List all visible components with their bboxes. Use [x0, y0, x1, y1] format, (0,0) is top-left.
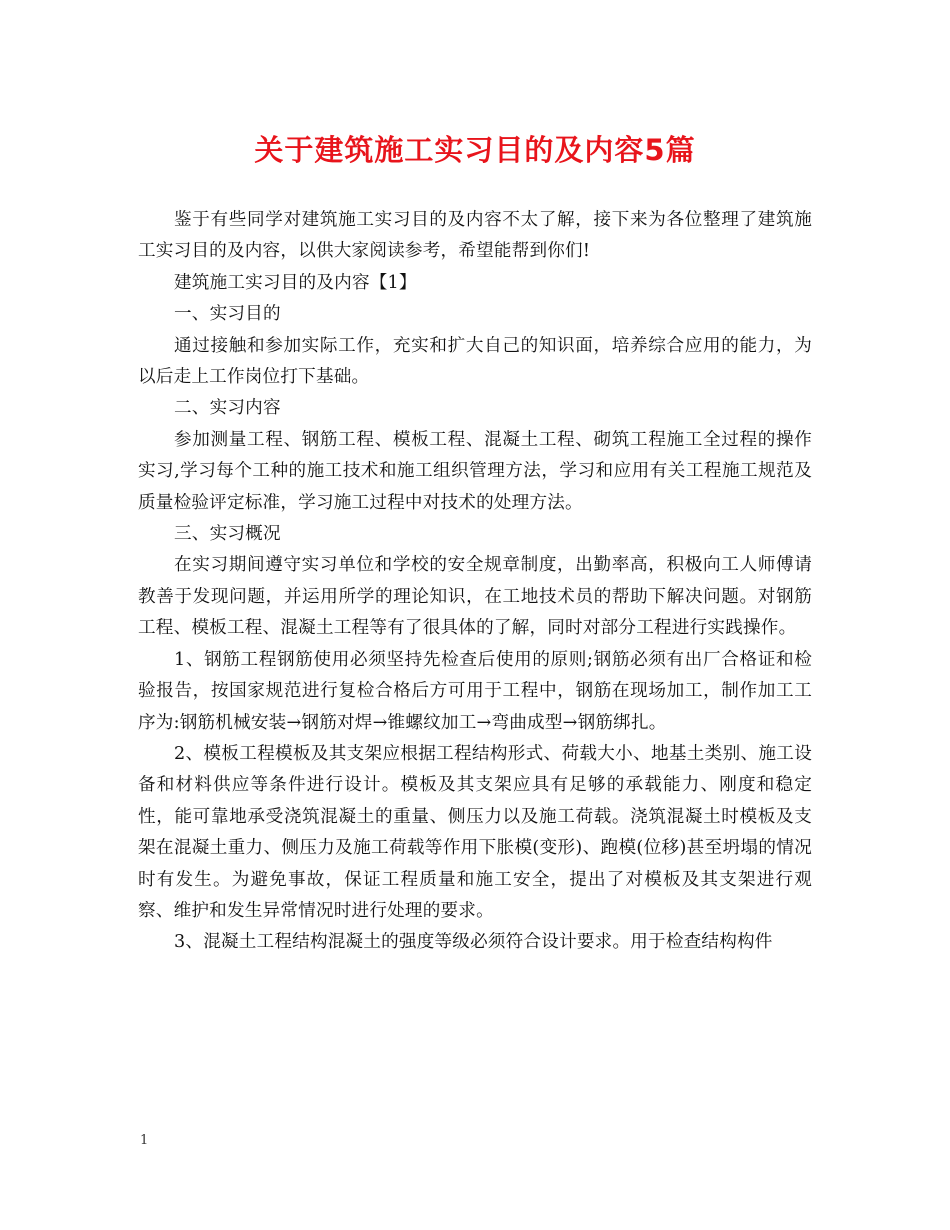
document-body — [138, 205, 812, 959]
page-number: 1 — [140, 1133, 149, 1148]
overview-paragraph: 在实习期间遵守实习单位和学校的安全规章制度，出勤率高，积极向工人师傅请教善于发现问题，并运用所学的理论知识，在工地技术员的帮助下解决问题。对钢筋工程、模板工程、混凝土工程等有了很具体的了解，同时对部分工程进行实践操作。 — [138, 555, 812, 639]
section-heading-1: 建筑施工实习目的及内容【1】 — [174, 272, 417, 293]
subheading-purpose: 一、实习目的 — [174, 304, 281, 325]
subheading-content: 二、实习内容 — [174, 398, 281, 419]
formwork-paragraph: 2、模板工程模板及其支架应根据工程结构形式、荷载大小、地基土类别、施工设备和材料供应等条件进行设计。模板及其支架应具有足够的承载能力、刚度和稳定性，能可靠地承受浇筑混凝土的重量、侧压力以及施工荷载。浇筑混凝土时模板及支架在混凝土重力、侧压力及施工荷载等作用下胀模(变形)、跑模(位移)甚至坍塌的情况时有发生。为避免事故，保证工程质量和施工安全，提出了对模板及其支架进行观察、维护和发生异常情况时进行处理的要求。 — [138, 743, 812, 921]
concrete-paragraph: 3、混凝土工程结构混凝土的强度等级必须符合设计要求。用于检查结构构件 — [174, 932, 773, 953]
intro-paragraph: 鉴于有些同学对建筑施工实习目的及内容不太了解，接下来为各位整理了建筑施工实习目的及内容，以供大家阅读参考，希望能帮到你们! — [138, 210, 812, 262]
document-title: 关于建筑施工实习目的及内容5篇 — [254, 133, 696, 167]
rebar-paragraph: 1、钢筋工程钢筋使用必须坚持先检查后使用的原则;钢筋必须有出厂合格证和检验报告，按国家规范进行复检合格后方可用于工程中，钢筋在现场加工，制作加工工序为:钢筋机械安装→钢筋对焊→锥螺纹加工→弯曲成型→钢筋绑扎。 — [138, 649, 812, 733]
content-paragraph: 参加测量工程、钢筋工程、模板工程、混凝土工程、砌筑工程施工全过程的操作实习,学习每个工种的施工技术和施工组织管理方法，学习和应用有关工程施工规范及质量检验评定标准，学习施工过程中对技术的处理方法。 — [138, 429, 812, 513]
purpose-paragraph: 通过接触和参加实际工作，充实和扩大自己的知识面，培养综合应用的能力，为以后走上工作岗位打下基础。 — [138, 335, 812, 388]
subheading-overview: 三、实习概况 — [174, 524, 281, 545]
